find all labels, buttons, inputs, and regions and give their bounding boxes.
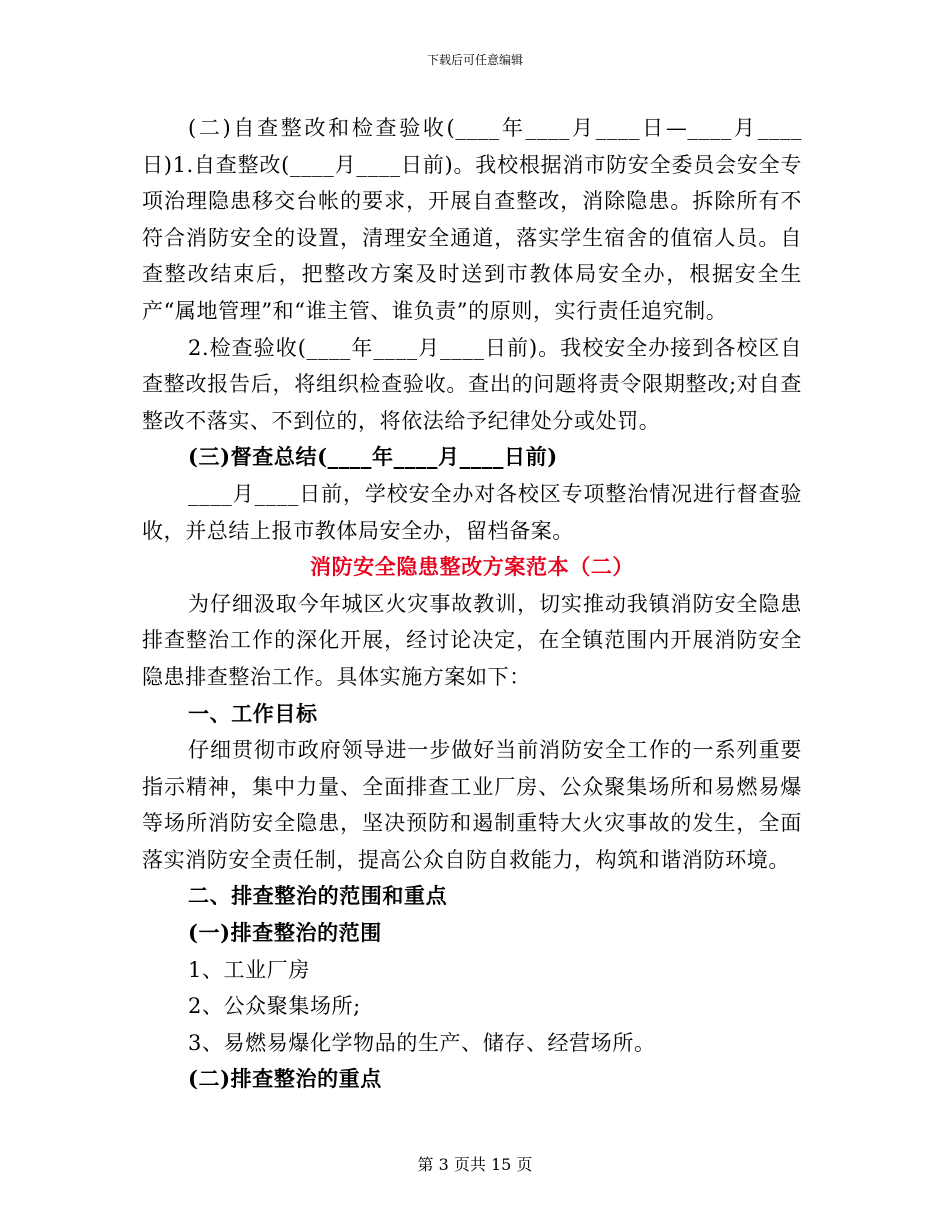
page-header: 下载后可任意编辑 <box>426 53 523 67</box>
list-item-1: 1、工业厂房 <box>188 957 310 982</box>
page-footer: 第 3 页共 15 页 <box>417 1155 533 1174</box>
heading-work-goal: 一、工作目标 <box>188 700 318 726</box>
subheading-scope: (一)排查整治的范围 <box>188 920 382 946</box>
paragraph-intro: 为仔细汲取今年城区火灾事故教训，切实推动我镇消防安全隐患排查整治工作的深化开展，经讨论决定，在全镇范围内开展消防安全隐患排查整治工作。具体实施方案如下： <box>142 591 802 689</box>
subheading-focus: (二)排查整治的重点 <box>188 1066 382 1092</box>
document-body <box>142 110 802 1098</box>
paragraph-inspection-acceptance: 2.检查验收(____年____月____日前)。我校安全办接到各校区自查整改报告后，将组织检查验收。查出的问题将责令限期整改;对自查整改不落实、不到位的，将依法给予纪律处分或处罚。 <box>142 335 802 433</box>
subheading-supervision-summary: (三)督查总结(____年____月____日前) <box>188 444 558 470</box>
section-title: 消防安全隐患整改方案范本（二） <box>310 554 634 580</box>
list-item-3: 3、易燃易爆化学物品的生产、储存、经营场所。 <box>188 1030 656 1055</box>
heading-scope-focus: 二、排查整治的范围和重点 <box>188 883 448 909</box>
paragraph-self-inspection: (二)自查整改和检查验收(____年____月____日—____月____日)1.自查整改(____月____日前)。我校根据消市防安全委员会安全专项治理隐患移交台帐的要求，开展自查整改，消除隐患。拆除所有不符合消防安全的设置，清理安全通道，落实学生宿舍的值宿人员。自查整改结束后，把整改方案及时送到市教体局安全办，根据安全生产“属地管理”和“谁主管、谁负责”的原则，实行责任追究制。 <box>142 116 802 323</box>
list-item-2: 2、公众聚集场所; <box>188 994 361 1019</box>
paragraph-supervision: ____月____日前，学校安全办对各校区专项整治情况进行督查验收，并总结上报市教体局安全办，留档备案。 <box>142 481 802 543</box>
paragraph-work-goal: 仔细贯彻市政府领导进一步做好当前消防安全工作的一系列重要指示精神，集中力量、全面排查工业厂房、公众聚集场所和易燃易爆等场所消防安全隐患，坚决预防和遏制重特大火灾事故的发生，全面落实消防安全责任制，提高公众自防自救能力，构筑和谐消防环境。 <box>142 738 802 872</box>
